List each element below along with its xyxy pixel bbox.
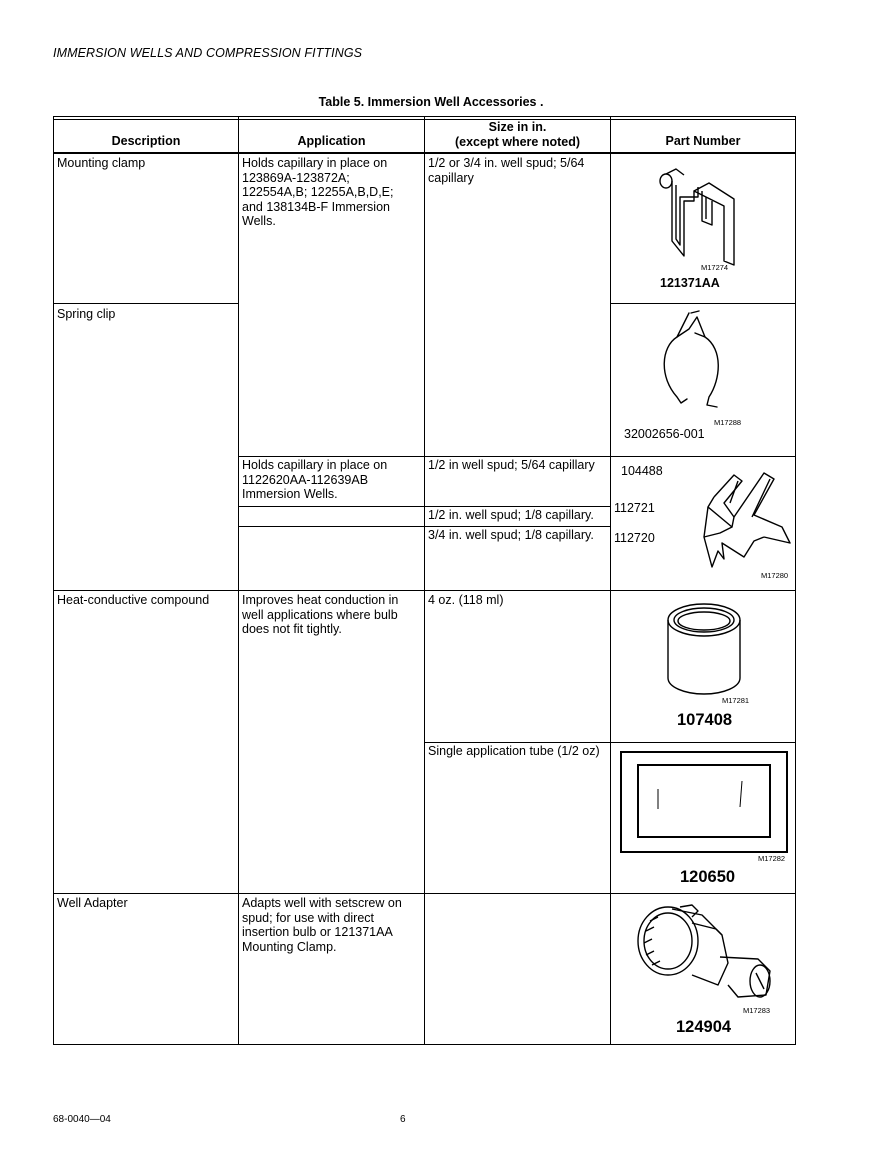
- row-rule: [424, 742, 795, 743]
- table-caption: Table 5. Immersion Well Accessories .: [318, 95, 544, 109]
- spring-clip-figure-code: M17288: [714, 418, 742, 427]
- well-adapter-application: Adapts well with setscrew on spud; for use with direct insertion bulb or 121371AA Mounting Clamp.: [242, 896, 402, 954]
- row-rule: [238, 456, 795, 457]
- col-header-size-line2: (except where noted): [454, 134, 581, 149]
- spring-clip-sub2-size: 1/2 in. well spud; 1/8 capillary.: [428, 508, 594, 522]
- row-rule: [54, 893, 795, 894]
- col-divider: [610, 117, 611, 1044]
- capillary-clip-image: [694, 467, 794, 572]
- compound-description: Heat-conductive compound: [57, 593, 210, 607]
- mounting-clamp-description: Mounting clamp: [57, 156, 146, 170]
- compound-can-part-number: 107408: [677, 711, 733, 729]
- spring-clip-part-number: 32002656-001: [624, 427, 705, 441]
- row-rule: [54, 303, 238, 304]
- compound-tube-image: [620, 751, 790, 855]
- section-title: IMMERSION WELLS AND COMPRESSION FITTINGS: [53, 46, 363, 60]
- document-number: 68-0040—04: [53, 1114, 111, 1125]
- spring-clip-sub1-application: Holds capillary in place on 1122620AA-112639AB Immersion Wells.: [242, 458, 388, 501]
- col-header-size-line1: Size in in.: [488, 120, 547, 134]
- spring-clip-sub1-size: 1/2 in well spud; 5/64 capillary: [428, 458, 595, 472]
- col-header-size: [425, 120, 610, 149]
- row-rule: [54, 590, 795, 591]
- part-number-112721: 112721: [614, 501, 655, 515]
- row-rule: [238, 506, 610, 507]
- col-divider: [238, 117, 239, 1044]
- capillary-clip-figure-code: M17280: [761, 571, 789, 580]
- col-divider: [424, 117, 425, 1044]
- spring-clip-description: Spring clip: [57, 307, 116, 321]
- compound-size-4oz: 4 oz. (118 ml): [428, 593, 504, 607]
- part-number-104488: 104488: [621, 464, 663, 478]
- well-adapter-description: Well Adapter: [57, 896, 128, 910]
- compound-can-figure-code: M17281: [722, 696, 750, 705]
- compound-tube-part-number: 120650: [680, 868, 736, 886]
- mounting-clamp-application: Holds capillary in place on 123869A-123872A; 122554A,B; 12255A,B,D,E; and 138134B-F Immersion Wells.: [242, 156, 394, 228]
- well-adapter-part-number: 124904: [676, 1018, 732, 1036]
- col-header-description: Description: [111, 134, 181, 148]
- compound-application: Improves heat conduction in well applications where bulb does not fit tightly.: [242, 593, 399, 636]
- mounting-clamp-part-number: 121371AA: [660, 276, 720, 290]
- mounting-clamp-image: [654, 161, 744, 271]
- mounting-clamp-size: 1/2 or 3/4 in. well spud; 5/64 capillary: [428, 156, 585, 185]
- mounting-clamp-figure-code: M17274: [701, 263, 729, 272]
- spring-clip-sub3-size: 3/4 in. well spud; 1/8 capillary.: [428, 528, 594, 542]
- col-header-part-number: Part Number: [665, 134, 741, 148]
- well-adapter-figure-code: M17283: [743, 1006, 771, 1015]
- spring-clip-image: [659, 307, 729, 417]
- page-number: 6: [400, 1114, 406, 1125]
- accessories-table: [53, 116, 796, 1045]
- header-rule-bottom: [54, 152, 795, 154]
- compound-can-image: [664, 600, 744, 700]
- row-rule: [610, 303, 795, 304]
- well-adapter-image: [632, 901, 782, 1006]
- row-rule: [238, 526, 610, 527]
- compound-size-tube: Single application tube (1/2 oz): [428, 744, 600, 758]
- compound-tube-figure-code: M17282: [758, 854, 786, 863]
- col-header-application: Application: [297, 134, 366, 148]
- part-number-112720: 112720: [614, 531, 655, 545]
